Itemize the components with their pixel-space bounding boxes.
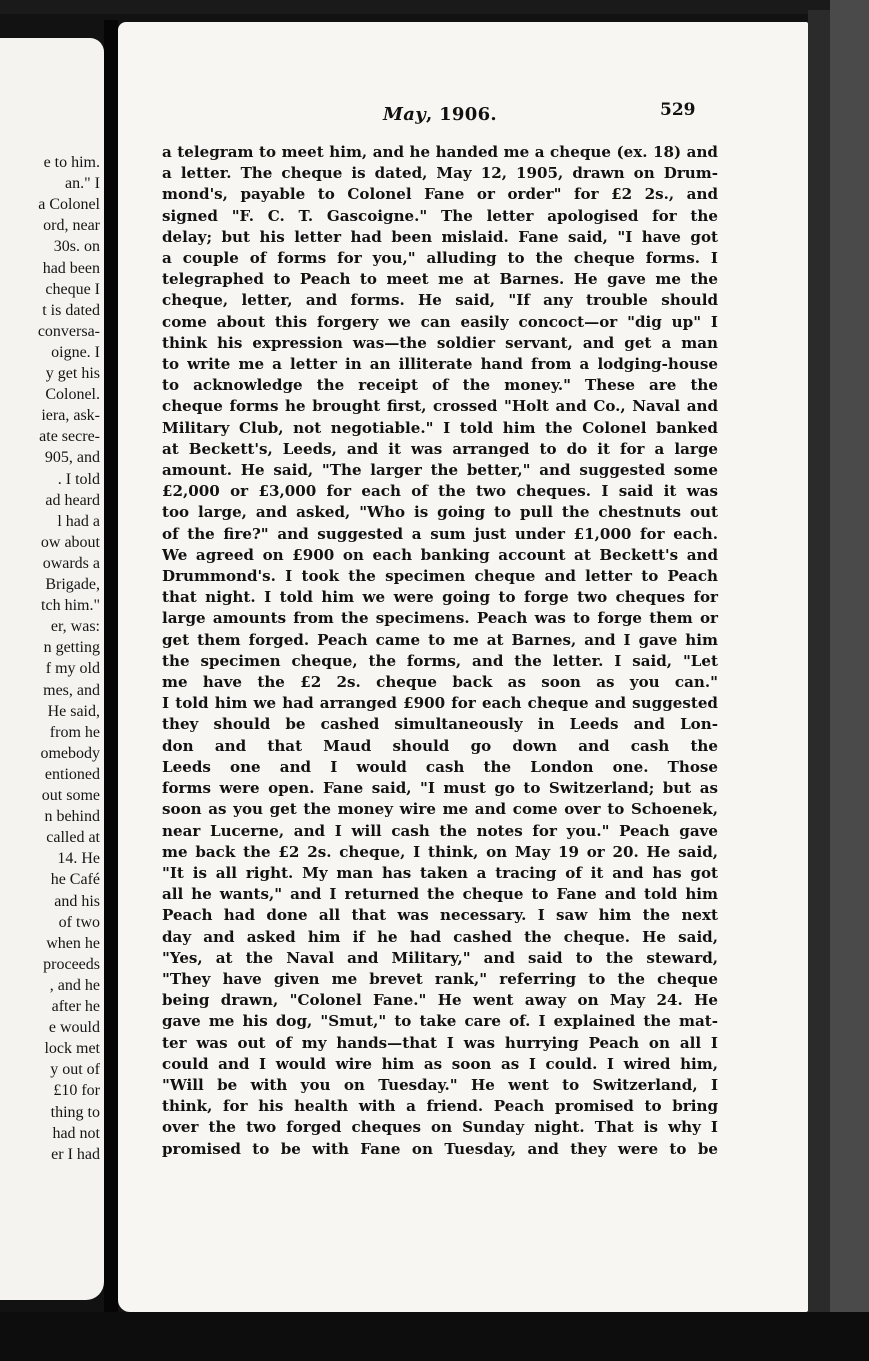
body-line: soon as you get the money wire me and come over to Schoenek, (162, 800, 718, 819)
left-page-line-fragment: when he (46, 934, 100, 952)
left-page-line-fragment: He said, (47, 702, 100, 720)
body-line: "Yes, at the Naval and Military," and said to the steward, (162, 948, 718, 967)
body-line: at Beckett's, Leeds, and it was arranged to do it for a large (162, 439, 718, 458)
body-line: We agreed on £900 on each banking account at Beckett's and (162, 545, 718, 564)
scan-edge-right (808, 10, 830, 1350)
left-page-line-fragment: , and he (49, 976, 100, 994)
left-page-line-fragment: 30s. on (53, 238, 100, 256)
left-page-line-fragment: had not (52, 1124, 100, 1142)
left-page-line-fragment: out some (41, 787, 100, 804)
body-line: "It is all right. My man has taken a tracing of it and has got (162, 863, 718, 882)
left-page-line-fragment: proceeds (43, 955, 100, 973)
scan-edge-top (0, 0, 869, 14)
body-line: signed "F. C. T. Gascoigne." The letter apologised for the (162, 206, 718, 225)
left-page-line-fragment: ate secre- (39, 428, 100, 446)
body-line: large amounts from the specimens. Peach was to forge them or (162, 609, 718, 628)
left-page-line-fragment: lock met (44, 1040, 100, 1058)
body-line: too large, and asked, "Who is going to pull the chestnuts out (162, 503, 718, 522)
left-page-line-fragment: e to him. (43, 154, 100, 171)
body-line: ter was out of my hands—that I was hurrying Peach on all I (162, 1033, 718, 1052)
left-page-line-fragment: had been (42, 259, 100, 277)
body-line: Leeds one and I would cash the London one. Those (162, 757, 718, 776)
body-line: Drummond's. I took the specimen cheque and letter to Peach (162, 567, 718, 586)
left-page-line-fragment: conversa- (37, 322, 100, 340)
body-line: me back the £2 2s. cheque, I think, on May 19 or 20. He said, (162, 842, 718, 861)
left-page-line-fragment: n behind (44, 808, 100, 826)
body-line: to write me a letter in an illiterate hand from a lodging-house (162, 355, 718, 374)
body-line: a letter. The cheque is dated, May 12, 1905, drawn on Drum- (162, 164, 718, 183)
body-line: delay; but his letter had been mislaid. Fane said, "I have got (162, 227, 718, 246)
body-line: to acknowledge the receipt of the money." These are the (162, 376, 718, 395)
body-line: think, for his health with a friend. Peach promised to bring (162, 1097, 718, 1116)
left-page-line-fragment: er, was: (50, 618, 100, 636)
body-line: think his expression was—the soldier servant, and get a man (162, 333, 718, 352)
body-line: come about this forgery we can easily concoct—or "dig up" I (162, 312, 718, 331)
left-page-line-fragment: oigne. I (51, 343, 100, 361)
left-page-line-fragment: iera, ask- (41, 407, 100, 425)
body-line: "Will be with you on Tuesday." He went to Switzerland, I (162, 1075, 718, 1094)
running-head-month: May (383, 104, 426, 125)
body-line: the specimen cheque, the forms, and the letter. I said, "Let (162, 651, 718, 670)
left-page-line-fragment: called at (46, 829, 100, 847)
body-line: a couple of forms for you," alluding to the cheque forms. I (162, 249, 718, 268)
left-page-line-fragment: he Café (50, 871, 100, 889)
left-page-line-fragment: of two (58, 913, 100, 931)
left-page-line-fragment: n getting (43, 639, 100, 657)
body-line: cheque, letter, and forms. He said, "If any trouble should (162, 291, 718, 310)
body-line: they should be cashed simultaneously in Leeds and Lon- (162, 715, 718, 734)
page-number: 529 (660, 100, 696, 120)
body-line: Peach had done all that was necessary. I saw him the next (162, 906, 718, 925)
body-line: forms were open. Fane said, "I must go to Switzerland; but as (162, 779, 718, 798)
left-page-line-fragment: and his (54, 892, 100, 910)
body-line: I told him we had arranged £900 for each cheque and suggested (162, 694, 718, 713)
body-line: day and asked him if he had cashed the cheque. He said, (162, 927, 718, 946)
left-page-line-fragment: Brigade, (45, 576, 100, 593)
left-page-line-fragment: omebody (40, 744, 100, 762)
body-line: being drawn, "Colonel Fane." He went away on May 24. He (162, 991, 718, 1010)
left-page-line-fragment: thing to (50, 1103, 100, 1121)
left-page-line-fragment: ow about (40, 533, 100, 551)
left-page-line-fragment: t is dated (42, 301, 100, 319)
body-line: a telegram to meet him, and he handed me a cheque (ex. 18) and (162, 143, 718, 161)
body-line: gave me his dog, "Smut," to take care of. I explained the mat- (162, 1012, 718, 1031)
left-page-line-fragment: owards a (42, 554, 100, 572)
left-page-line-fragment: . I told (57, 470, 100, 488)
body-text (162, 142, 718, 1160)
body-line: me have the £2 2s. cheque back as soon as you can." (162, 673, 718, 692)
left-page (0, 38, 104, 1300)
left-page-line-fragment: ad heard (45, 491, 100, 509)
left-page-line-fragment: ord, near (43, 217, 100, 235)
body-line: promised to be with Fane on Tuesday, and they were to be (162, 1139, 718, 1158)
left-page-line-fragment: from he (49, 723, 100, 741)
body-line: could and I would wire him as soon as I could. I wired him, (162, 1054, 718, 1073)
left-page-line-fragment: an." I (65, 175, 100, 193)
scan-edge-bottom (0, 1312, 869, 1361)
left-page-line-fragment: entioned (44, 765, 100, 783)
body-line: near Lucerne, and I will cash the notes for you." Peach gave (162, 821, 718, 840)
body-line: all he wants," and I returned the cheque to Fane and told him (162, 885, 718, 904)
body-line: mond's, payable to Colonel Fane or order" for £2 2s., and (162, 185, 718, 204)
body-line: Military Club, not negotiable." I told him the Colonel banked (162, 418, 718, 437)
book-gutter (104, 20, 118, 1320)
running-head: May, 1906. (383, 104, 497, 125)
body-line: cheque forms he brought first, crossed "Holt and Co., Naval and (162, 397, 718, 416)
left-page-line-fragment: tch him." (41, 597, 100, 615)
body-line: telegraphed to Peach to meet me at Barnes. He gave me the (162, 270, 718, 289)
scan-edge-far-right (830, 0, 869, 1361)
left-page-line-fragment: mes, and (43, 681, 100, 699)
right-page (118, 22, 808, 1312)
left-page-line-fragment: after he (51, 998, 100, 1015)
running-head-year: 1906. (439, 104, 497, 125)
body-line: "They have given me brevet rank," referring to the cheque (162, 969, 718, 988)
body-line: that night. I told him we were going to forge two cheques for (162, 588, 718, 607)
left-page-line-fragment: £10 for (53, 1082, 100, 1100)
left-page-line-fragment: cheque I (45, 280, 100, 298)
left-page-line-fragment: y out of (50, 1061, 100, 1079)
left-page-line-fragment: er I had (51, 1145, 100, 1163)
left-page-line-fragment: l had a (57, 512, 100, 530)
left-page-line-fragment: 14. He (57, 850, 100, 868)
left-page-line-fragment: Colonel. (45, 386, 100, 404)
body-line: get them forged. Peach came to me at Barnes, and I gave him (162, 630, 718, 649)
body-line: £2,000 or £3,000 for each of the two cheques. I said it was (162, 482, 718, 501)
left-page-line-fragment: a Colonel (38, 196, 100, 214)
body-line: don and that Maud should go down and cash the (162, 736, 718, 755)
left-page-line-fragment: f my old (45, 660, 100, 678)
body-line: over the two forged cheques on Sunday night. That is why I (162, 1118, 718, 1137)
body-line: of the fire?" and suggested a sum just under £1,000 for each. (162, 524, 718, 543)
left-page-line-fragment: e would (48, 1019, 100, 1037)
left-page-line-fragment: y get his (45, 365, 100, 382)
body-line: amount. He said, "The larger the better," and suggested some (162, 461, 718, 480)
left-page-line-fragment: 905, and (44, 449, 100, 467)
